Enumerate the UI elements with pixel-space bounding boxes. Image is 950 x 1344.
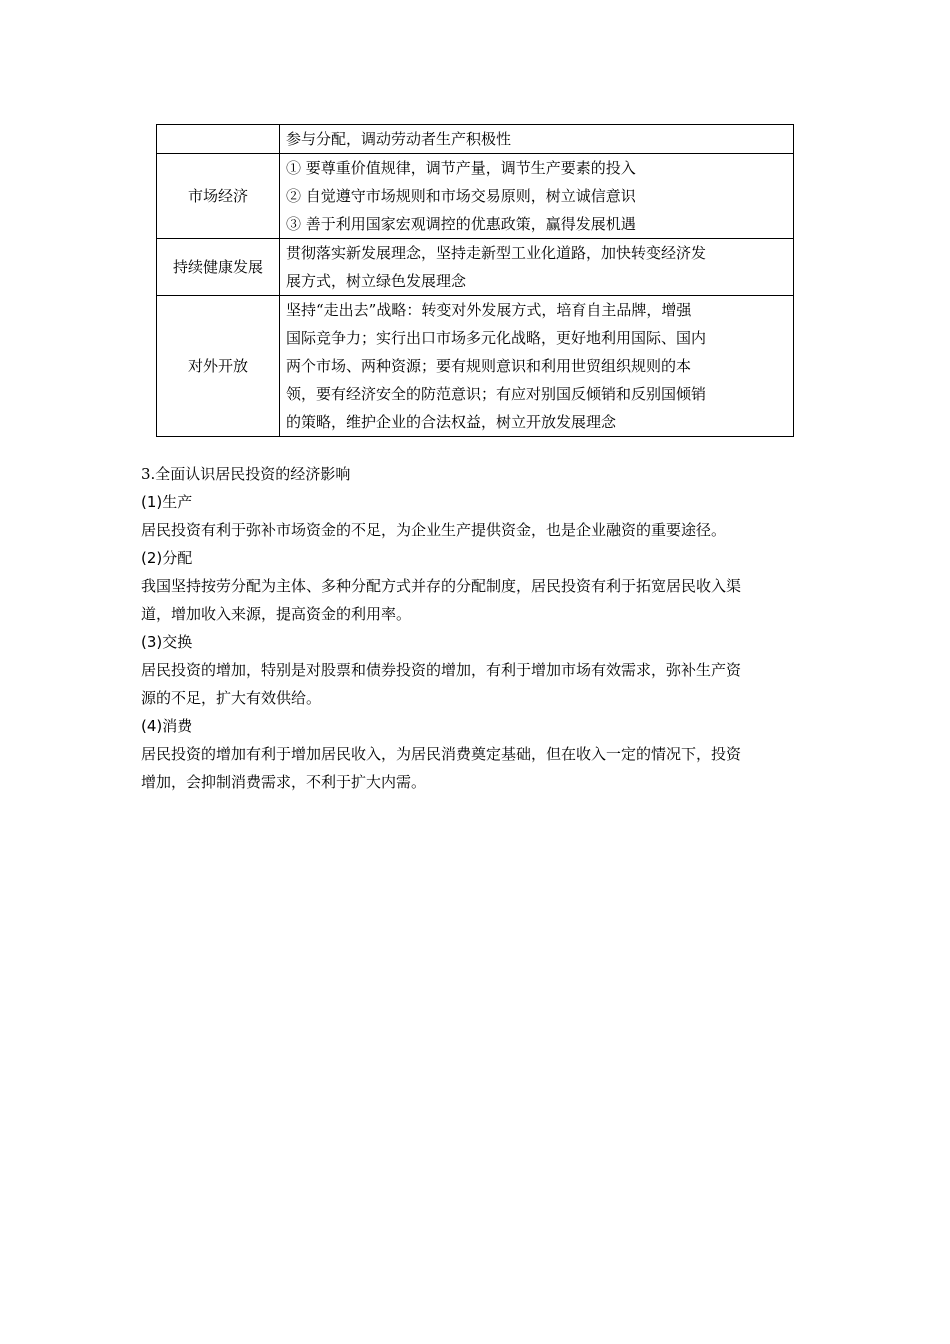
part-heading: (3)交换	[141, 633, 193, 651]
paragraph-line: 居民投资的增加，特别是对股票和债券投资的增加，有利于增加市场有效需求，弥补生产资	[141, 661, 742, 679]
investment-section	[141, 460, 811, 796]
cell-line: 坚持“走出去”战略：转变对外发展方式，培育自主品牌，增强	[286, 301, 692, 319]
row-label: 市场经济	[157, 154, 280, 239]
table-row	[157, 125, 794, 154]
paragraph-line: 我国坚持按劳分配为主体、多种分配方式并存的分配制度，居民投资有利于拓宽居民收入渠	[141, 577, 742, 595]
part-heading: (4)消费	[141, 717, 193, 735]
cell-line: 展方式，树立绿色发展理念	[286, 272, 467, 290]
section-title: 3.全面认识居民投资的经济影响	[141, 465, 351, 483]
cell-line: 两个市场、两种资源；要有规则意识和利用世贸组织规则的本	[286, 357, 692, 375]
cell-line: ③ 善于利用国家宏观调控的优惠政策，赢得发展机遇	[286, 215, 636, 233]
table-row	[157, 296, 794, 437]
table-row	[157, 154, 794, 239]
row-label: 对外开放	[157, 296, 280, 437]
row-label	[157, 125, 280, 154]
cell-line: 参与分配，调动劳动者生产积极性	[286, 130, 512, 148]
paragraph-line: 增加，会抑制消费需求，不利于扩大内需。	[141, 773, 427, 791]
cell-line: ② 自觉遵守市场规则和市场交易原则，树立诚信意识	[286, 187, 636, 205]
economics-table	[156, 124, 794, 437]
row-content	[280, 154, 794, 239]
cell-line: 领，要有经济安全的防范意识；有应对别国反倾销和反别国倾销	[286, 385, 707, 403]
table-row	[157, 239, 794, 296]
paragraph-line: 源的不足，扩大有效供给。	[141, 689, 322, 707]
row-content	[280, 125, 794, 154]
part-heading: (2)分配	[141, 549, 193, 567]
paragraph-line: 居民投资有利于弥补市场资金的不足，为企业生产提供资金，也是企业融资的重要途径。	[141, 521, 727, 539]
paragraph-line: 道，增加收入来源，提高资金的利用率。	[141, 605, 412, 623]
cell-line: 国际竞争力；实行出口市场多元化战略，更好地利用国际、国内	[286, 329, 707, 347]
part-heading: (1)生产	[141, 493, 193, 511]
row-content	[280, 239, 794, 296]
cell-line: ① 要尊重价值规律，调节产量，调节生产要素的投入	[286, 159, 636, 177]
paragraph-line: 居民投资的增加有利于增加居民收入，为居民消费奠定基础，但在收入一定的情况下，投资	[141, 745, 742, 763]
row-label: 持续健康发展	[157, 239, 280, 296]
cell-line: 的策略，维护企业的合法权益，树立开放发展理念	[286, 413, 617, 431]
row-content	[280, 296, 794, 437]
cell-line: 贯彻落实新发展理念，坚持走新型工业化道路，加快转变经济发	[286, 244, 707, 262]
